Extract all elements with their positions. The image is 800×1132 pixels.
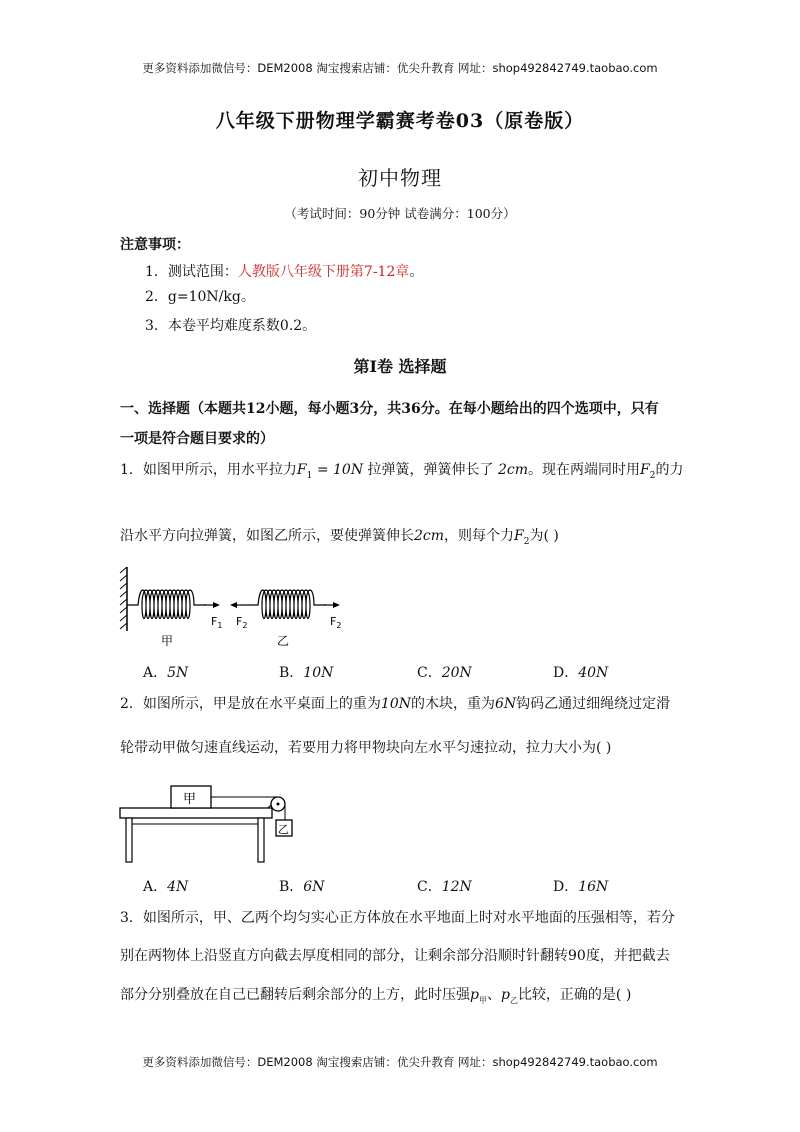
weight-yi-label: 乙 (278, 823, 289, 836)
q2-option-a[interactable]: A．4N (143, 879, 189, 895)
q3-text-a: 部分分别叠放在自己已翻转后剩余部分的上方，此时压强 (120, 987, 470, 1003)
q1-text-g: 为( ) (529, 528, 559, 544)
arrow-f2-left-head (230, 602, 237, 608)
note-1-prefix: 1．测试范围： (145, 264, 238, 280)
label-f1: $F_1$ (211, 615, 223, 630)
pulley-axle (277, 803, 280, 806)
page-footer: 更多资料添加微信号：DEM2008 淘宝搜索店铺：优尖升教育 网址：shop492842749.taobao.com (142, 1055, 658, 1069)
q1-option-b[interactable]: B．10N (279, 665, 334, 681)
q1-text-e: 沿水平方向拉弹簧，如图乙所示，要使弹簧伸长 (120, 528, 414, 544)
block-jia-label: 甲 (183, 792, 197, 807)
q1-option-c[interactable]: C．20N (417, 665, 472, 681)
document-title: 八年级下册物理学霸赛考卷03（原卷版） (215, 110, 585, 132)
section-title: 第Ⅰ卷 选择题 (353, 357, 447, 376)
note-1-suffix: 。 (409, 264, 424, 280)
q1-line2 (120, 525, 559, 547)
label-yi: 乙 (277, 634, 290, 648)
note-2: 2．g=10N/kg。 (145, 289, 255, 305)
q2-option-d[interactable]: D．16N (553, 879, 609, 895)
q2-text-b: 的木块，重为 (410, 696, 495, 712)
q2-option-b[interactable]: B．6N (279, 879, 325, 895)
part1-instructions-line1: 一、选择题（本题共12小题，每小题3分，共36分。在每小题给出的四个选项中，只有 (120, 401, 659, 417)
q1-option-a[interactable]: A．5N (143, 665, 189, 681)
table-top (120, 808, 272, 818)
wall-hatch (120, 567, 127, 629)
q3-line2: 别在两物体上沿竖直方向截去厚度相同的部分，让剩余部分沿顺时针翻转90度，并把截去 (120, 948, 670, 964)
q1-f1-symbol: $F_1 = 10N$ (296, 462, 364, 481)
q3-text-b: 比较，正确的是( ) (517, 987, 632, 1003)
label-jia: 甲 (161, 634, 174, 648)
q1-extension: 2cm (497, 462, 529, 478)
q2-line1 (120, 693, 670, 713)
q1-text-f: ，则每个力 (444, 528, 515, 544)
q2-option-c[interactable]: C．12N (417, 879, 472, 895)
q2-weight-2: 6N (494, 696, 517, 712)
q3-line1: 3．如图所示，甲、乙两个均匀实心正方体放在水平地面上时对水平地面的压强相等，若分 (120, 910, 675, 926)
arrow-f1-head (213, 602, 220, 608)
q2-text-c: 钩码乙通过细绳绕过定滑 (516, 696, 671, 712)
label-f2-left: $F_2$ (236, 615, 248, 630)
q1-line1 (120, 459, 683, 481)
page-header: 更多资料添加微信号：DEM2008 淘宝搜索店铺：优尖升教育 网址：shop492842749.taobao.com (142, 61, 658, 75)
q3-p-jia: $p_甲$ (470, 987, 487, 1005)
table-leg-right (258, 818, 264, 862)
q3-p-yi: $p_乙$ (500, 987, 518, 1005)
q2-pulley-figure (118, 778, 298, 868)
q1-f2-symbol-2: $F_2$ (514, 528, 530, 547)
q3-line3 (120, 984, 631, 1006)
q1-text-b: 拉弹簧，弹簧伸长了 (367, 462, 494, 478)
q1-f2-symbol: $F_2$ (640, 462, 656, 481)
spring-a (127, 590, 206, 619)
q1-extension-2: 2cm (414, 528, 445, 544)
label-f2-right: $F_2$ (330, 615, 342, 630)
q2-weight-1: 10N (380, 696, 411, 712)
q3-separator: 、 (486, 987, 501, 1003)
q1-text-c: 。现在两端同时用 (528, 462, 641, 478)
notes-heading: 注意事项： (120, 237, 190, 253)
document-subtitle: 初中物理 (358, 166, 442, 190)
q2-text-a: 2．如图所示，甲是放在水平桌面上的重为 (120, 696, 381, 712)
exam-meta: （考试时间：90分钟 试卷满分：100分） (284, 206, 516, 221)
q2-line2: 轮带动甲做匀速直线运动，若要用力将甲物块向左水平匀速拉动，拉力大小为( ) (120, 740, 612, 756)
note-3: 3．本卷平均难度系数0.2。 (145, 318, 317, 334)
q1-option-d[interactable]: D．40N (553, 665, 609, 681)
q1-text-a: 1．如图甲所示，用水平拉力 (120, 462, 297, 478)
spring-b (248, 590, 326, 619)
note-1 (145, 261, 423, 281)
q1-spring-figure (118, 565, 358, 650)
table-leg-left (126, 818, 132, 862)
part1-instructions-line2: 一项是符合题目要求的） (120, 431, 274, 447)
note-1-range: 人教版八年级下册第7-12章 (237, 264, 410, 280)
arrow-f2-right-head (333, 602, 340, 608)
q1-text-d: 的力 (655, 462, 684, 478)
